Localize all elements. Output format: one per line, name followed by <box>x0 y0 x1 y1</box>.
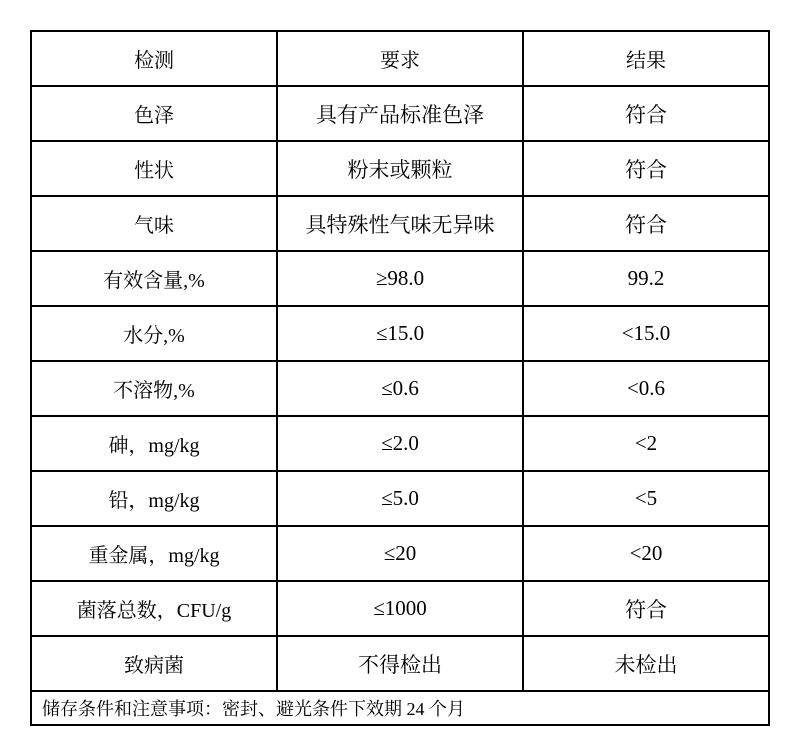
inspection-report <box>30 30 770 726</box>
cell-result: 未检出 <box>523 636 769 691</box>
cell-result: <15.0 <box>523 306 769 361</box>
header-requirement: 要求 <box>277 31 523 86</box>
cell-requirement: ≤20 <box>277 526 523 581</box>
table-row <box>31 196 769 251</box>
table-row <box>31 86 769 141</box>
cell-requirement: 具有产品标准色泽 <box>277 86 523 141</box>
cell-test-item: 菌落总数，CFU/g <box>31 581 277 636</box>
table-header-row <box>31 31 769 86</box>
storage-note: 储存条件和注意事项：密封、避光条件下效期 24 个月 <box>31 691 769 725</box>
table-row <box>31 361 769 416</box>
cell-requirement: ≤0.6 <box>277 361 523 416</box>
table-footer-row <box>31 691 769 725</box>
header-result: 结果 <box>523 31 769 86</box>
table-row <box>31 416 769 471</box>
cell-result: <20 <box>523 526 769 581</box>
cell-requirement: 粉末或颗粒 <box>277 141 523 196</box>
cell-result: <5 <box>523 471 769 526</box>
cell-requirement: ≤5.0 <box>277 471 523 526</box>
table-row <box>31 526 769 581</box>
cell-test-item: 不溶物,% <box>31 361 277 416</box>
cell-test-item: 铅，mg/kg <box>31 471 277 526</box>
cell-result: 符合 <box>523 86 769 141</box>
cell-test-item: 重金属，mg/kg <box>31 526 277 581</box>
cell-requirement: ≤15.0 <box>277 306 523 361</box>
cell-test-item: 性状 <box>31 141 277 196</box>
cell-result: <0.6 <box>523 361 769 416</box>
cell-result: 符合 <box>523 141 769 196</box>
cell-result: 符合 <box>523 581 769 636</box>
cell-test-item: 致病菌 <box>31 636 277 691</box>
cell-requirement: 不得检出 <box>277 636 523 691</box>
cell-test-item: 砷，mg/kg <box>31 416 277 471</box>
header-test-item: 检测 <box>31 31 277 86</box>
cell-requirement: ≥98.0 <box>277 251 523 306</box>
cell-result: 99.2 <box>523 251 769 306</box>
cell-result: 符合 <box>523 196 769 251</box>
table-row <box>31 251 769 306</box>
table-row <box>31 471 769 526</box>
inspection-table <box>30 30 770 726</box>
cell-test-item: 色泽 <box>31 86 277 141</box>
table-row <box>31 141 769 196</box>
cell-requirement: ≤1000 <box>277 581 523 636</box>
table-row <box>31 636 769 691</box>
table-row <box>31 306 769 361</box>
cell-requirement: 具特殊性气味无异味 <box>277 196 523 251</box>
cell-result: <2 <box>523 416 769 471</box>
cell-requirement: ≤2.0 <box>277 416 523 471</box>
cell-test-item: 水分,% <box>31 306 277 361</box>
cell-test-item: 气味 <box>31 196 277 251</box>
cell-test-item: 有效含量,% <box>31 251 277 306</box>
table-row <box>31 581 769 636</box>
